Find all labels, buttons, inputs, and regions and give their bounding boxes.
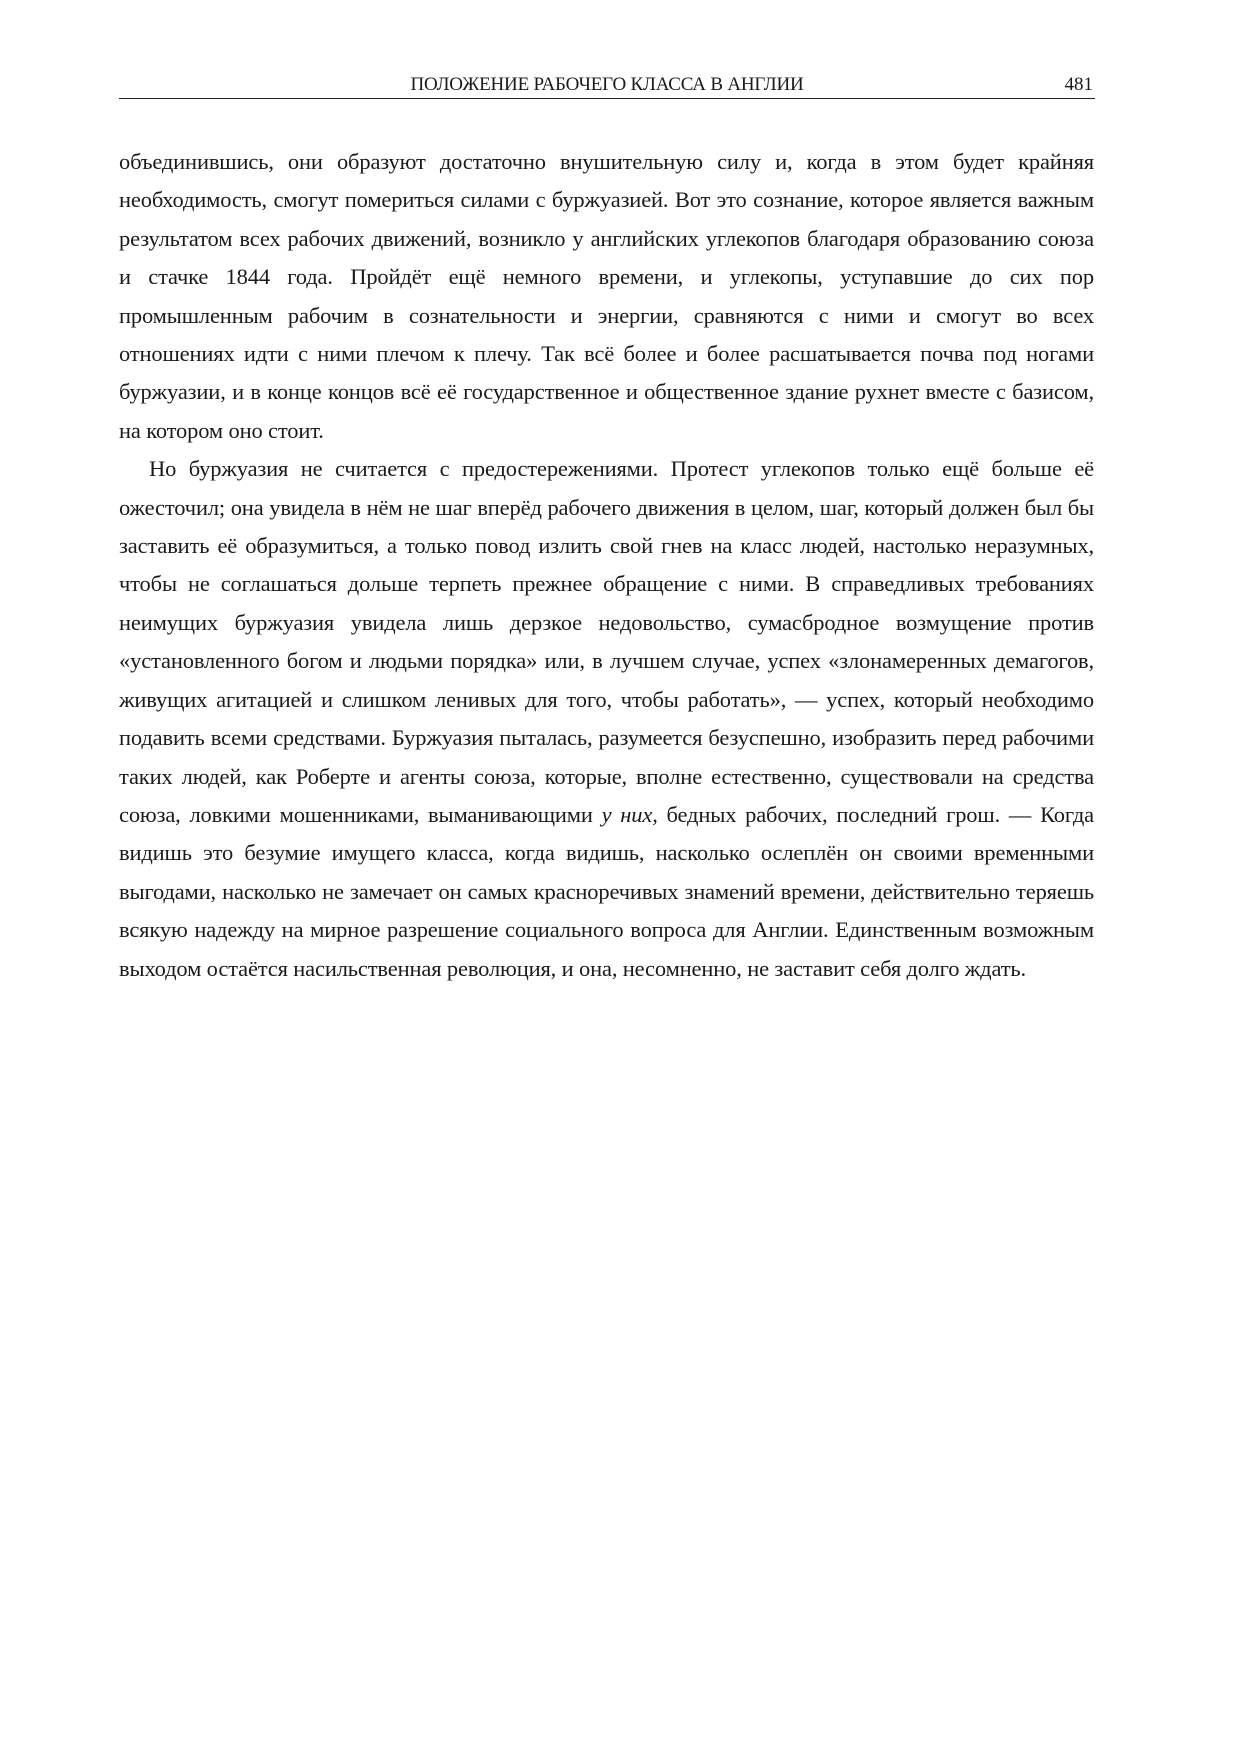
running-title: ПОЛОЖЕНИЕ РАБОЧЕГО КЛАССА В АНГЛИИ [410, 74, 804, 95]
text-segment: объединившись, они образуют достаточно внушительную силу и, когда в этом будет крайняя необходимость, смогут помериться силами с буржуазией. Вот это сознание, которое является важным результатом всех рабочих движений, возникло у английских углекопов благодаря образованию союза и стачке 1844 года. Пройдёт ещё немного времени, и углекопы, уступавшие до сих пор промышленным рабочим в сознательности и энергии, сравняются с ними и смогут во всех отношениях идти с ними плечом к плечу. Так всё более и более расшатывается почва под ногами буржуазии, и в конце концов всё её государственное и общественное здание рухнет вместе с базисом, на котором оно стоит. [119, 149, 1094, 443]
body-text [119, 143, 1094, 988]
italic-text-segment: у них, [601, 801, 658, 827]
page-number: 481 [1064, 74, 1093, 95]
paragraph [119, 450, 1094, 988]
running-header [119, 72, 1095, 99]
text-segment: бедных рабочих, последний грош. — Когда видишь это безумие имущего класса, когда видишь, насколько ослеплён он своими временными выгодами, насколько не замечает он самых красноречивых знамений времени, действительно теряешь всякую надежду на мирное разрешение социального вопроса для Англии. Единственным возможным выходом остаётся насильственная революция, и она, несомненно, не заставит себя долго ждать. [119, 801, 1094, 981]
paragraph [119, 143, 1094, 450]
text-segment: Но буржуазия не считается с предостережениями. Протест углекопов только ещё больше её ожесточил; она увидела в нём не шаг вперёд рабочего движения в целом, шаг, который должен был бы заставить её образумиться, а только повод излить свой гнев на класс людей, настолько неразумных, чтобы не соглашаться дольше терпеть прежнее обращение с ними. В справедливых требованиях неимущих буржуазия увидела лишь дерзкое недовольство, сумасбродное возмущение против «установленного богом и людьми порядка» или, в лучшем случае, успех «злонамеренных демагогов, живущих агитацией и слишком ленивых для того, чтобы работать», — успех, который необходимо подавить всеми средствами. Буржуазия пыталась, разумеется безуспешно, изобразить перед рабочими таких людей, как Роберте и агенты союза, которые, вполне естественно, существовали на средства союза, ловкими мошенниками, выманивающими [119, 456, 1094, 827]
